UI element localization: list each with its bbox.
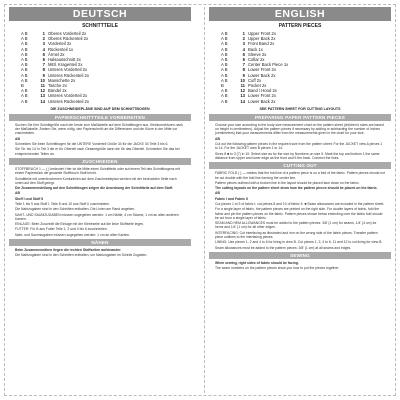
piece-number: 14 xyxy=(240,98,245,104)
piece-view-code: A B xyxy=(21,36,28,42)
english-sewing-text-1: When sewing, right sides of fabric should be facing. xyxy=(215,260,299,265)
english-cutting-text-7: SEAM AND HEM ALLOWANCES must be added to the pattern pieces: 3/8' (1 cm) for seams, 1/4' (4 cm) for hems and 1/4' (1 cm) for all other edges. xyxy=(215,221,377,230)
english-cutting-text-2: Pattern pieces outlined with a broken line in the layout should be placed face down on the fabric. xyxy=(215,180,360,185)
english-cutting-ab: AB xyxy=(215,191,220,196)
piece-number: 1 xyxy=(42,31,45,36)
piece-view-code: A B xyxy=(221,57,228,63)
piece-view-code: A B xyxy=(21,93,28,99)
piece-number: 1 xyxy=(242,31,245,36)
piece-label: Collar 2x xyxy=(248,57,265,63)
piece-label: Lower Back 2x xyxy=(248,98,276,104)
piece-label: Unteres Vorderteil 2x xyxy=(48,93,88,99)
english-title: ENGLISH xyxy=(209,7,391,21)
instruction-sheet xyxy=(4,4,396,396)
piece-number: 6 xyxy=(42,57,45,63)
piece-label: Unteres Rückenteil 2x xyxy=(48,72,89,78)
piece-number: 6 xyxy=(242,57,245,63)
piece-view-code: A B xyxy=(221,46,228,52)
german-sewing-text-1: Beim Zusammennähen liegen die rechten Stoffseiten aufeinander. xyxy=(15,248,122,253)
english-sewing-text-2: The seam numbers on the pattern pieces show you how to put the pieces together. xyxy=(215,266,340,271)
german-cutting-text-2: Schnittteile mit unterbrochenen Konturlinien auf dem Zuschneideplan werden mit der bedruckten Seite nach unten auf den Stoff gelegt. xyxy=(15,176,177,185)
piece-number: 3 xyxy=(42,41,45,47)
piece-view-code: B xyxy=(221,83,224,89)
english-prepare-text-3: Sizes 8 ■ to 3 (7) in 10: Select size as for the size by Numbers on size 5. Mark the top and bottom 1 the same distance from upper and lower edge as the front and 5 the back. Connect the lines. xyxy=(215,151,380,160)
german-title: DEUTSCH xyxy=(9,7,191,21)
english-cutting-text-9: LINING: Use pieces 1, 2 and 4 to 6 for lining in view B. Cut pieces 1, 2, 4 to 6, 11 and 12 to cut lining for view B. xyxy=(215,240,383,245)
piece-number: 4 xyxy=(242,46,245,52)
piece-view-code: A B xyxy=(21,98,28,104)
german-section-prepare: PAPIERSCHNITTTEILE VORBEREITEN xyxy=(9,114,191,121)
piece-view-code: A B xyxy=(221,51,228,57)
piece-label: Pocket 2x xyxy=(248,83,267,89)
piece-number: 4 xyxy=(42,46,45,52)
german-cutting-text-5: Teile 1 bis 9 aus Stoff I, Teile 8 und 10 aus Stoff II zuschneiden. xyxy=(15,202,110,206)
english-cutting-text-10: Seam allowances must be added to the pattern pieces: 3/8' (1 cm) at all seams and edges. xyxy=(215,245,352,250)
english-prepare-text-2: Cut out the following pattern pieces in the required size from the pattern sheet: For the JACKET view A pieces 1 to 14. For the JACKET view B pieces 1 to 14. xyxy=(215,142,383,151)
german-pieces-list xyxy=(21,31,179,104)
piece-label: Oberes Vorderteil 2x xyxy=(48,31,87,36)
german-prepare-text-3: Sie 'Nr. bis 14' in Teil 3 die er für Oberteil nach Gesamtgröße dann die für das Oberteil. Schneiden Sie das bei entsprechenden Teilen an. xyxy=(15,147,180,156)
english-layout-note: SEE PATTERN SHEET FOR CUTTING LAYOUTS xyxy=(259,106,341,111)
piece-label: Upper Front 2x xyxy=(248,31,276,36)
piece-label: Rückenteil 1x xyxy=(48,46,74,52)
piece-view-code: A B xyxy=(221,93,228,99)
piece-view-code: A B xyxy=(21,77,28,83)
piece-view-code: A B xyxy=(221,77,228,83)
piece-view-code: A B xyxy=(221,31,228,36)
piece-number: 10 xyxy=(40,77,45,83)
german-column xyxy=(7,5,193,395)
piece-number: 8 xyxy=(42,67,45,73)
piece-label: Manschette 2x xyxy=(48,77,76,83)
piece-view-code: A B xyxy=(221,36,228,42)
piece-view-code: A B xyxy=(221,67,228,73)
piece-label: Lower Back 2x xyxy=(248,72,276,78)
piece-number: 7 xyxy=(242,62,245,68)
english-pieces-heading: PATTERN PIECES xyxy=(278,23,322,29)
english-cutting-text-1: FABRIC FOLD ( ) — means that the fold line of a pattern piece is on a fold of the fabric. Pattern pieces should not be cut double with the fold line forming the center line. xyxy=(215,171,385,180)
german-cutting-text-10: Naht- und Saumzugaben müssen zugegeben werden: 1 cm an allen Kanten. xyxy=(15,232,130,237)
piece-label: Back 1x xyxy=(248,46,263,52)
piece-number: 5 xyxy=(242,51,245,57)
english-cutting-text-6: For a single layer of fabric, the pattern pieces are printed on the right side. For double layers of fabric, fold the fabric and pin the pattern pieces on the fabric. Pattern pieces shown below extending over the fabric fold should be cut from a single layer of fabric. xyxy=(215,207,383,220)
german-cutting-text-6: Die Nahtzugaben sind in den Schnitten enthalten. Die Linien am Rand angeben. xyxy=(15,207,136,212)
german-cutting-text-7: NAHT- UND SAUMZUGABEN müssen zugegeben werden: 1 cm Nähte, 4 cm Säume, 1 cm an allen anderen Kanten. xyxy=(15,212,179,221)
piece-number: 11 xyxy=(40,83,45,89)
piece-label: Oberes Rückenteil 2x xyxy=(48,36,89,42)
pattern-piece-row xyxy=(221,99,379,104)
piece-label: Vorderteil 2x xyxy=(48,41,72,47)
english-section-prepare: PREPARING PAPER PATTERN PIECES xyxy=(209,114,391,121)
piece-number: 13 xyxy=(40,93,45,99)
piece-view-code: A B xyxy=(21,62,28,68)
piece-number: 10 xyxy=(240,77,245,83)
german-cutting-text-3: Die Zusammenstellung auf den Schnittbogen zeigen die Anordnung der Schnittteile auf dem Stoff. xyxy=(15,186,174,191)
german-cutting-text-4: Stoff I und Stoff II xyxy=(15,196,44,201)
piece-label: Bündel 2x xyxy=(48,88,67,94)
german-pieces-heading: SCHNITTTEILE xyxy=(82,23,118,29)
english-cutting-text-5: Cut pieces 1 to 9 of fabric I; cut pieces 8 and 10 of fabric II. ■ Seam allowances are included in the pattern sheet. xyxy=(215,202,385,206)
german-section-cutting: ZUSCHNEIDEN xyxy=(9,158,191,165)
piece-label: Upper Back 2x xyxy=(248,36,276,42)
german-sewing-text-2: Die Nahtzugaben sind in den Schnitten enthalten, um Nahtzugaben im Schnitt Zugaben. xyxy=(15,253,148,258)
piece-number: 14 xyxy=(40,98,45,104)
piece-view-code: A B xyxy=(21,67,28,73)
piece-label: Sleeve 2x xyxy=(248,51,267,57)
piece-number: 2 xyxy=(42,36,45,42)
piece-label: Ärmel 2x xyxy=(48,51,65,57)
german-cutting-text-8: EINLAGE: Beim Zuschnitt die Einlage mit der Klebeseite auf die linke Stoffseite legen. xyxy=(15,222,145,227)
english-prepare-ab: AB xyxy=(215,136,220,141)
piece-view-code: A B xyxy=(21,41,28,47)
german-prepare-ab: AB xyxy=(15,136,20,141)
english-section-sewing: SEWING xyxy=(209,252,391,259)
piece-label: Unteres Rückenteil 2x xyxy=(48,98,89,104)
piece-label: Center Back Piece 1x xyxy=(248,62,289,68)
piece-number: 9 xyxy=(42,72,45,78)
piece-number: 8 xyxy=(242,67,245,73)
piece-view-code: A B xyxy=(21,46,28,52)
piece-view-code: A B xyxy=(221,88,228,94)
english-column xyxy=(207,5,393,395)
german-prepare-text: Suchen Sie Ihre Schnittgröße nach der beste zum Maßtabelle auf dem Schnittbogen aus. Kleinkorrekturen nach der Maßtabelle. Ändern Sie, wenn nötig, den Papierschnitt um die Differenzen und die Kürze in der Mitte vor zuschneiden. xyxy=(15,122,183,136)
english-cutting-text-4: Fabric I and Fabric II xyxy=(215,196,248,201)
piece-label: Band / Hood 2x xyxy=(248,88,277,94)
german-prepare-text-2: Schneiden Sie beim Schnittbogen für die UNTERE Vorderteil Größe 34 für die JACKE 34 Teile 3 bis 6. xyxy=(15,142,169,147)
german-cutting-text-1: STOFFBRUCH 1 — ( ) bedeutet: Hier ist die Mitte eines Schnittteils oder auf einem Teil des Schnittbogens mit einem Papierstück die gesamte Stoffbruch Stoff bricht. xyxy=(15,166,180,176)
english-prepare-text: Choose your size according to the body size measurement chart on the pattern sheet (children's sizes are based on height in centimeters). Adjust the pattern pieces if necessary by adding or subtracting the number of inches (centimeters) that your measurements differ from the measurements given in the chart for your size. xyxy=(215,122,384,136)
english-section-cutting: CUTTING OUT xyxy=(209,162,391,169)
piece-label: Tasche 2x xyxy=(48,83,67,89)
piece-view-code: A B xyxy=(221,41,228,47)
piece-label: Lower Front 2x xyxy=(248,67,276,73)
piece-label: Mittl. Kragenteil 2x xyxy=(48,62,83,68)
english-cutting-text-3: The cutting layouts on the pattern sheet show how the pattern pieces should be placed on the fabric. xyxy=(215,186,378,191)
piece-label: Halsausschnitt 2x xyxy=(48,57,81,63)
german-cutting-text-9: FUTTER: Für B aus Futter Teile 1, 2 und 4 bis 6 zuschneiden. xyxy=(15,227,108,232)
piece-number: 9 xyxy=(242,72,245,78)
piece-label: Cuff 2x xyxy=(248,77,262,83)
piece-view-code: A B xyxy=(21,72,28,78)
piece-number: 3 xyxy=(242,41,245,47)
piece-number: 2 xyxy=(242,36,245,42)
center-cut-line xyxy=(204,7,205,393)
piece-view-code: A B xyxy=(21,88,28,94)
piece-number: 11 xyxy=(240,83,245,89)
piece-number: 5 xyxy=(42,51,45,57)
english-pieces-list xyxy=(221,31,379,104)
piece-view-code: A B xyxy=(221,62,228,68)
pattern-piece-row xyxy=(21,99,179,104)
german-section-sewing: NÄHEN xyxy=(9,239,191,246)
piece-view-code: A B xyxy=(221,72,228,78)
piece-view-code: A B xyxy=(21,51,28,57)
piece-label: Lower Front 2x xyxy=(248,93,276,99)
german-layout-note: DIE ZUSCHNEIDEPLÄNE SIND AUF DEM SCHNITTBOGEN xyxy=(50,106,150,111)
german-cutting-ab: AB xyxy=(15,191,20,196)
english-cutting-text-8: INTERFACING: Cut interfacing as illustrated and iron on the wrong side of the fabric pieces. Transfer pattern piece outlines to the interfacing pieces. xyxy=(215,230,378,240)
piece-label: Unteres Vorderteil 2x xyxy=(48,67,88,73)
piece-view-code: A B xyxy=(221,98,228,104)
piece-number: 13 xyxy=(240,93,245,99)
piece-view-code: A B xyxy=(21,57,28,63)
piece-label: Front Band 2x xyxy=(248,41,275,47)
piece-number: 12 xyxy=(240,88,245,94)
piece-view-code: B xyxy=(21,83,24,89)
piece-number: 7 xyxy=(42,62,45,68)
piece-view-code: A B xyxy=(21,31,28,36)
piece-number: 12 xyxy=(40,88,45,94)
